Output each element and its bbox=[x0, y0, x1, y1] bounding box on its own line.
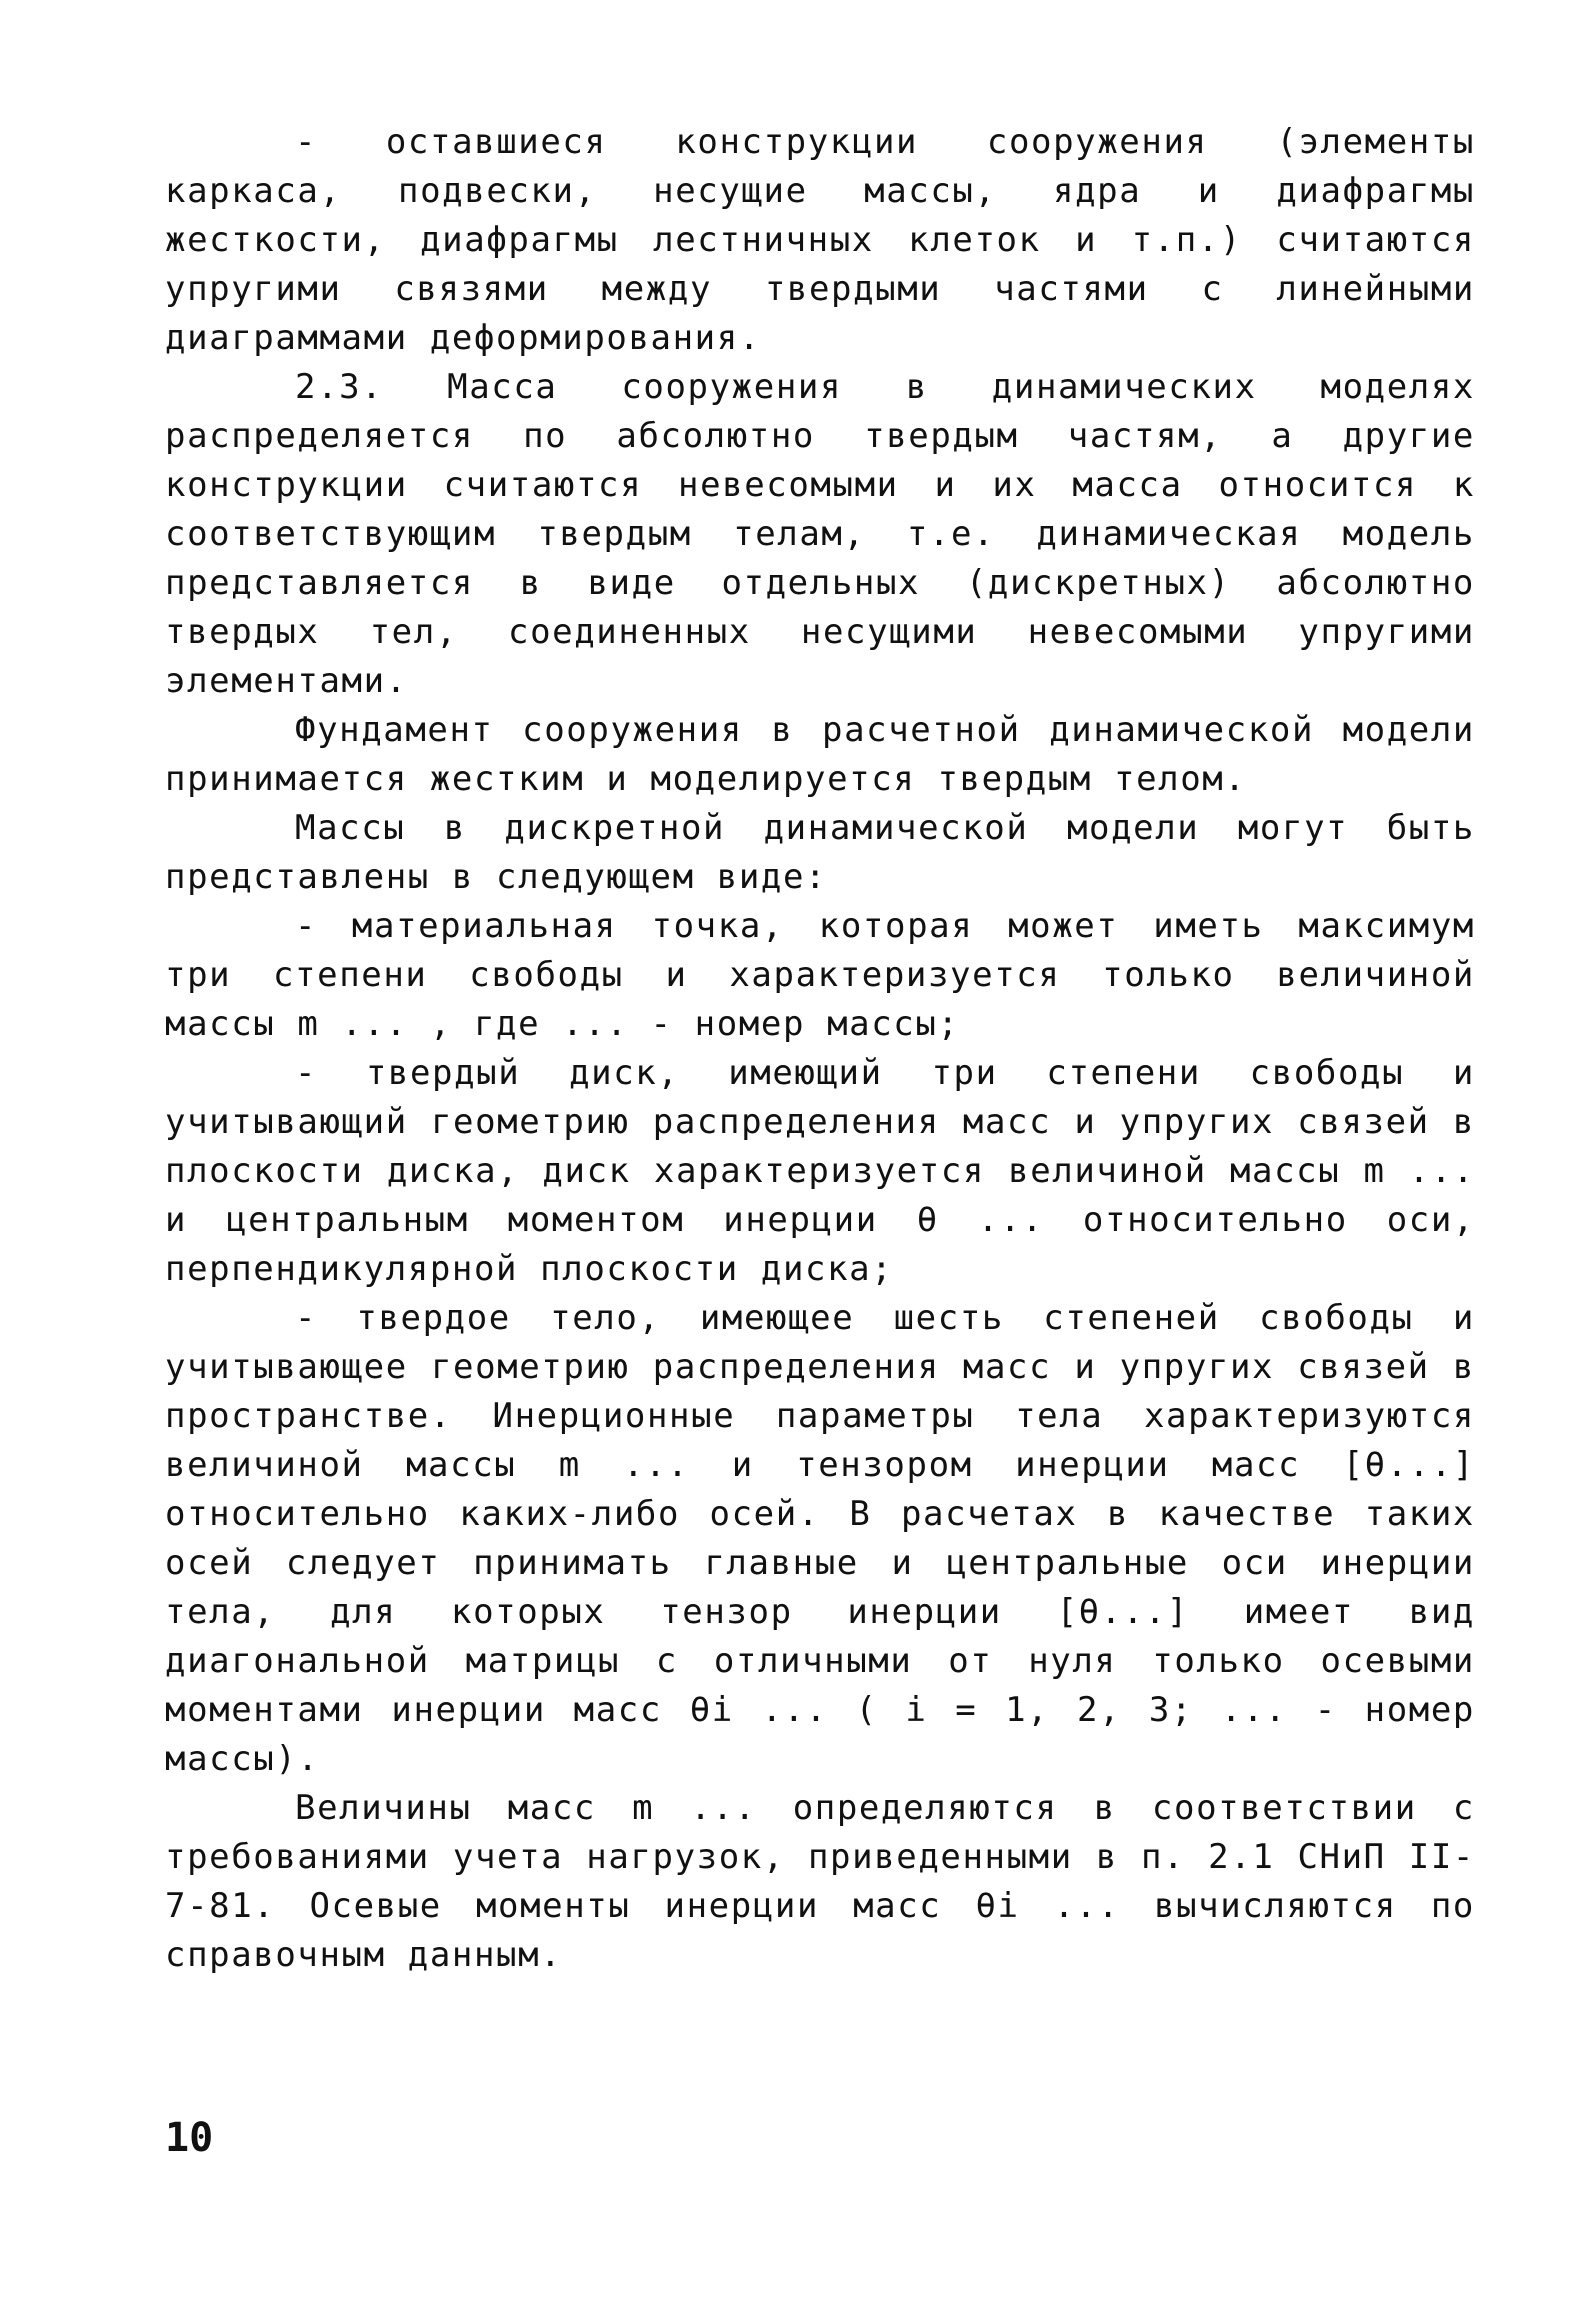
body-text bbox=[165, 118, 1475, 1980]
paragraph-foundation: Фундамент сооружения в расчетной динамической модели принимается жестким и моделируется твердым телом. bbox=[165, 710, 1475, 799]
list-item-rigid-disk: - твердый диск, имеющий три степени свободы и учитывающий геометрию распределения масс и упругих связей в плоскости диска, диск характеризуется величиной массы m ... и центральным моментом инерции θ ... относительно оси, перпендикулярной плоскости диска; bbox=[165, 1053, 1475, 1289]
paragraph-remaining-structures: - оставшиеся конструкции сооружения (элементы каркаса, подвески, несущие массы, ядра и диафрагмы жесткости, диафрагмы лестничных клеток и т.п.) считаются упругими связями между твердыми частями с линейными диаграммами деформирования. bbox=[165, 122, 1475, 358]
list-item-rigid-body: - твердое тело, имеющее шесть степеней свободы и учитывающее геометрию распределения масс и упругих связей в пространстве. Инерционные параметры тела характеризуются величиной массы m ... и тензором инерции масс [θ...] относительно каких-либо осей. В расчетах в качестве таких осей следует принимать главные и центральные оси инерции тела, для которых тензор инерции [θ...] имеет вид диагональной матрицы с отличными от нуля только осевыми моментами инерции масс θi ... ( i = 1, 2, 3; ... - номер массы). bbox=[165, 1298, 1475, 1779]
paragraph-mass-values: Величины масс m ... определяются в соответствии с требованиями учета нагрузок, приведенными в п. 2.1 СНиП II-7-81. Осевые моменты инерции масс θi ... вычисляются по справочным данным. bbox=[165, 1788, 1475, 1975]
page-number: 10 bbox=[165, 2115, 214, 2161]
paragraph-mass-representation: Массы в дискретной динамической модели могут быть представлены в следующем виде: bbox=[165, 808, 1475, 897]
paragraph-2-3-mass-distribution: 2.3. Масса сооружения в динамических моделях распределяется по абсолютно твердым частям, а другие конструкции считаются невесомыми и их масса относится к соответствующим твердым телам, т.е. динамическая модель представляется в виде отдельных (дискретных) абсолютно твердых тел, соединенных несущими невесомыми упругими элементами. bbox=[165, 367, 1475, 701]
list-item-material-point: - материальная точка, которая может иметь максимум три степени свободы и характеризуется только величиной массы m ... , где ... - номер массы; bbox=[165, 906, 1475, 1044]
